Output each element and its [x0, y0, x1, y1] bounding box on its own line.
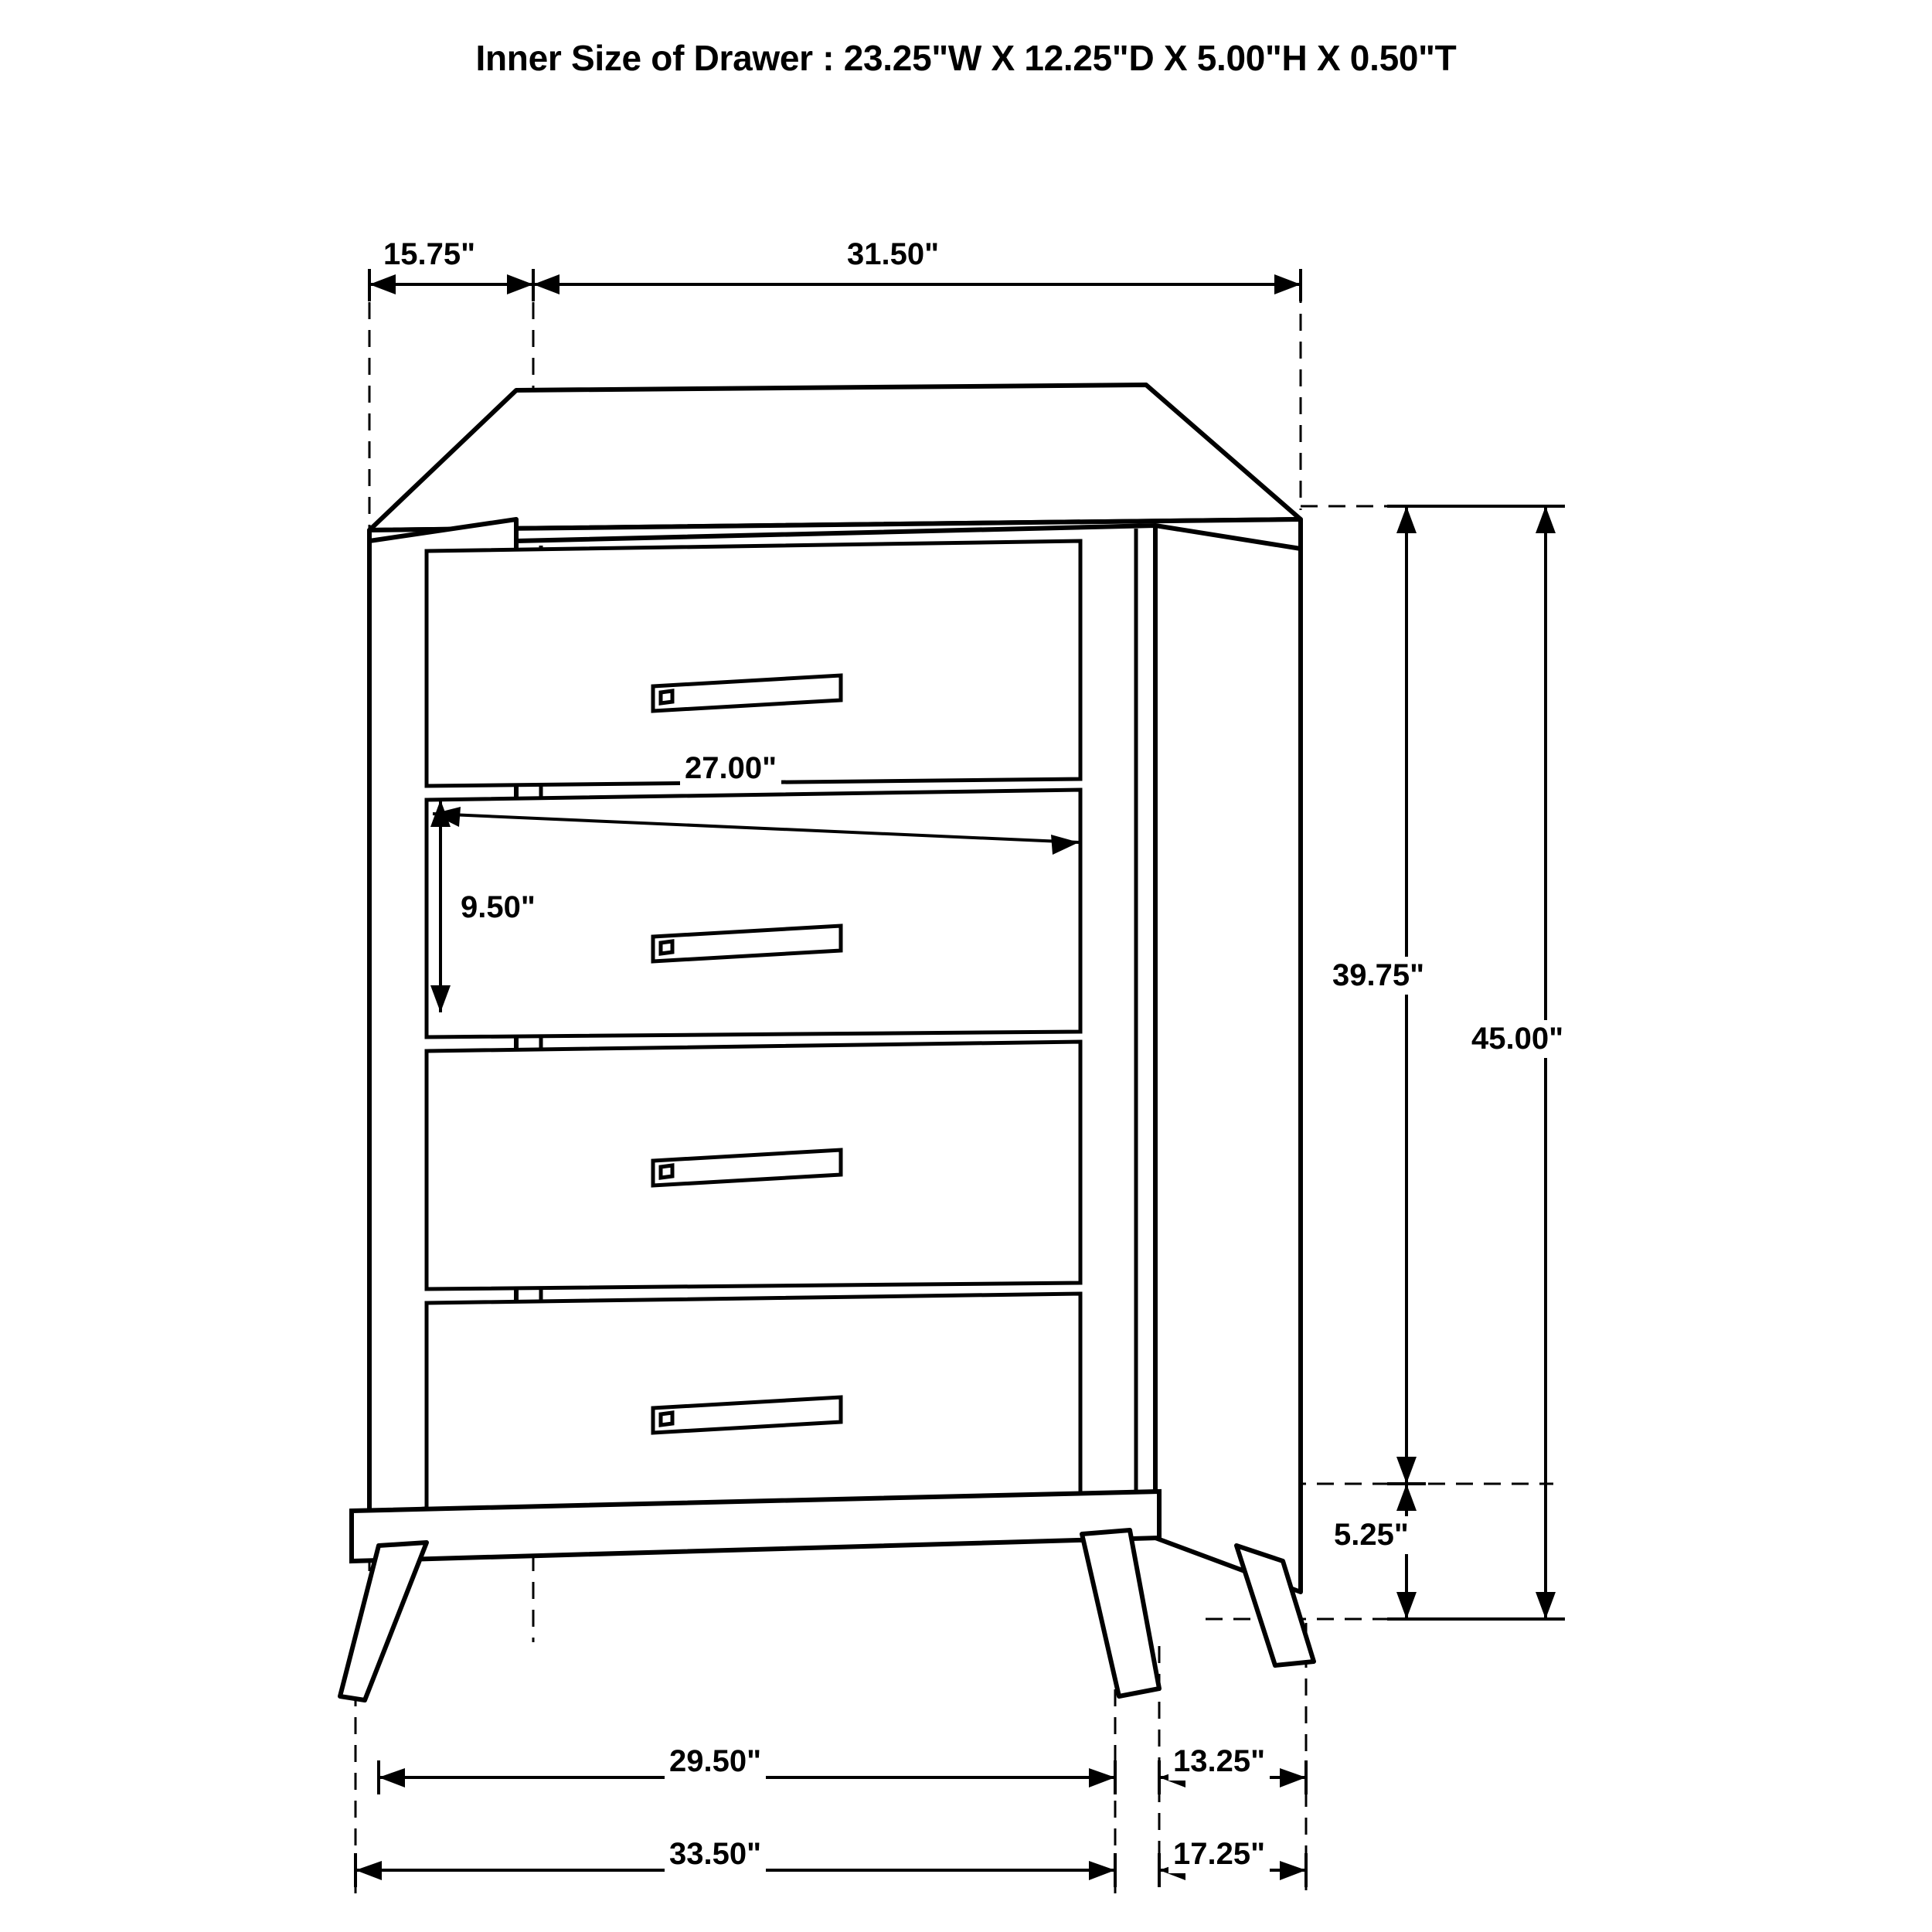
dimension-label-39-75: 39.75" [1328, 957, 1429, 995]
dimension-label-13-25: 13.25" [1168, 1743, 1270, 1781]
bottom-dimension-lines [355, 1760, 1306, 1887]
dimension-label-27-00: 27.00" [680, 750, 781, 787]
dimension-label-45-00: 45.00" [1467, 1020, 1568, 1058]
page-title: Inner Size of Drawer : 23.25"W X 12.25"D X 5.00"H X 0.50"T [475, 38, 1457, 78]
dimension-label-15-75: 15.75" [379, 236, 480, 274]
dimension-label-33-50: 33.50" [665, 1835, 766, 1873]
right-dimension-arrows [1396, 506, 1556, 1619]
dimension-label-31-50: 31.50" [842, 236, 944, 274]
dimension-label-17-25: 17.25" [1168, 1835, 1270, 1873]
bottom-dimension-arrows [355, 1768, 1306, 1880]
dimension-label-29-50: 29.50" [665, 1743, 766, 1781]
right-dimension-lines [1387, 506, 1565, 1619]
dimension-label-5-25: 5.25" [1329, 1516, 1413, 1554]
dimension-label-9-50: 9.50" [456, 889, 540, 927]
